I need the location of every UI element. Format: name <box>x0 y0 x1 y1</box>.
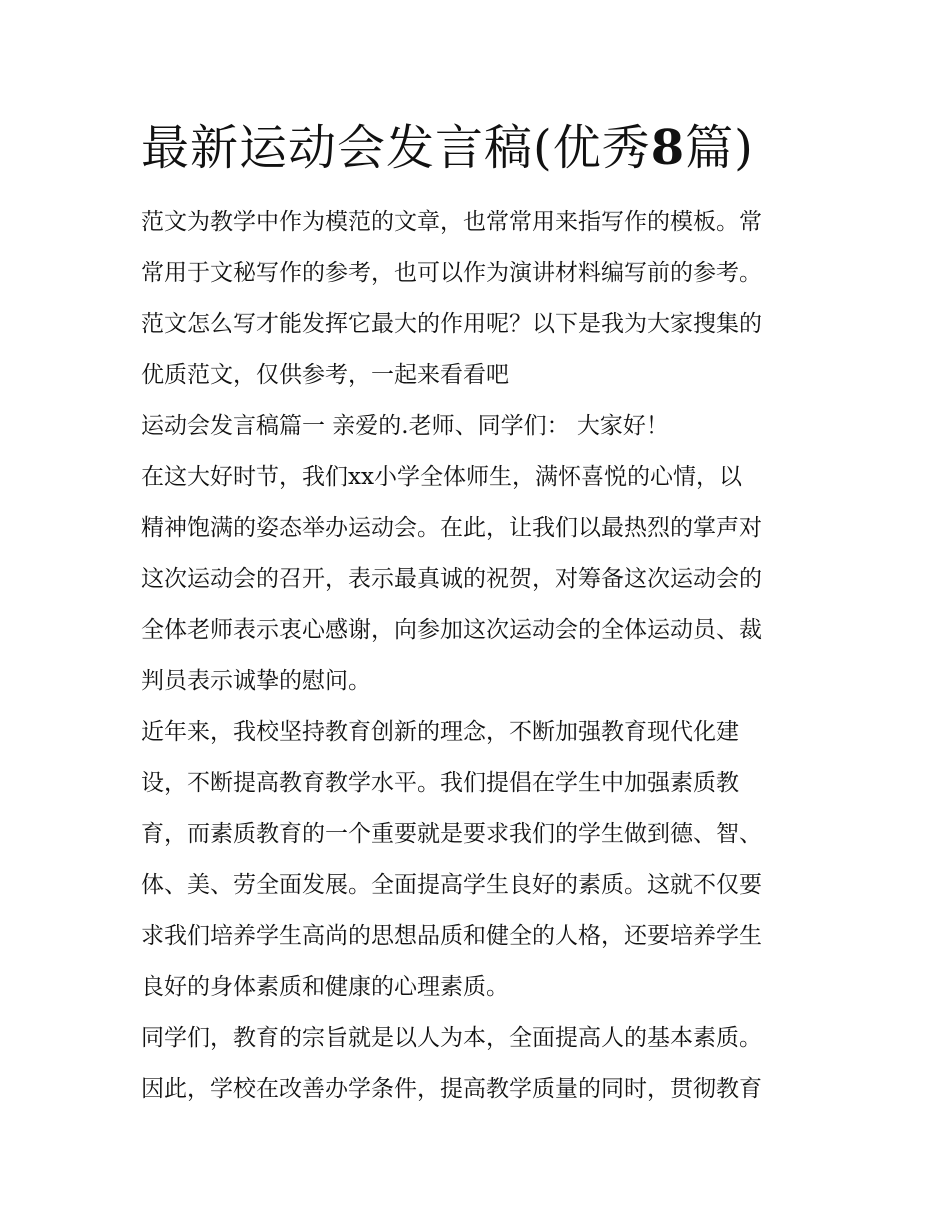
text-line: 求我们培养学生高尚的思想品质和健全的人格，还要培养学生 <box>141 923 762 949</box>
text-line: 判员表示诚挚的慰问。 <box>141 668 371 694</box>
title-prefix: 最新运动会发言稿(优秀 <box>141 120 651 176</box>
paragraph-greeting <box>141 401 813 452</box>
text-line: 这次运动会的召开，表示最真诚的祝贺，对筹备这次运动会的 <box>141 566 762 592</box>
text-line: 因此，学校在改善办学条件，提高教学质量的同时，贯彻教育 <box>141 1076 762 1102</box>
text-line: 在这大好时节，我们xx小学全体师生，满怀喜悦的心情，以 <box>141 464 742 490</box>
text-line: 设，不断提高教育教学水平。我们提倡在学生中加强素质教 <box>141 770 739 796</box>
text-line: 育，而素质教育的一个重要就是要求我们的学生做到德、智、 <box>141 821 762 847</box>
text-line: 范文怎么写才能发挥它最大的作用呢？以下是我为大家搜集的 <box>141 311 762 337</box>
text-line: 体、美、劳全面发展。全面提高学生良好的素质。这就不仅要 <box>141 872 762 898</box>
text-line: 运动会发言稿篇一 亲爱的.老师、同学们： 大家好！ <box>141 413 669 439</box>
document-body <box>141 197 813 1115</box>
text-line: 近年来，我校坚持教育创新的理念，不断加强教育现代化建 <box>141 719 739 745</box>
document-title <box>141 112 841 184</box>
text-line: 优质范文，仅供参考，一起来看看吧 <box>141 362 509 388</box>
text-line: 同学们，教育的宗旨就是以人为本，全面提高人的基本素质。 <box>141 1025 762 1051</box>
text-line: 良好的身体素质和健康的心理素质。 <box>141 974 509 1000</box>
text-line: 精神饱满的姿态举办运动会。在此，让我们以最热烈的掌声对 <box>141 515 762 541</box>
paragraph-education <box>141 707 813 1013</box>
paragraph-intro <box>141 197 813 401</box>
title-number: 8 <box>650 120 686 176</box>
text-line: 全体老师表示衷心感谢，向参加这次运动会的全体运动员、裁 <box>141 617 762 643</box>
paragraph-opening <box>141 452 813 707</box>
paragraph-purpose <box>141 1013 813 1115</box>
text-line: 范文为教学中作为模范的文章，也常常用来指写作的模板。常 <box>141 209 762 235</box>
text-line: 常用于文秘写作的参考，也可以作为演讲材料编写前的参考。 <box>141 260 762 286</box>
title-suffix: 篇) <box>685 120 754 176</box>
